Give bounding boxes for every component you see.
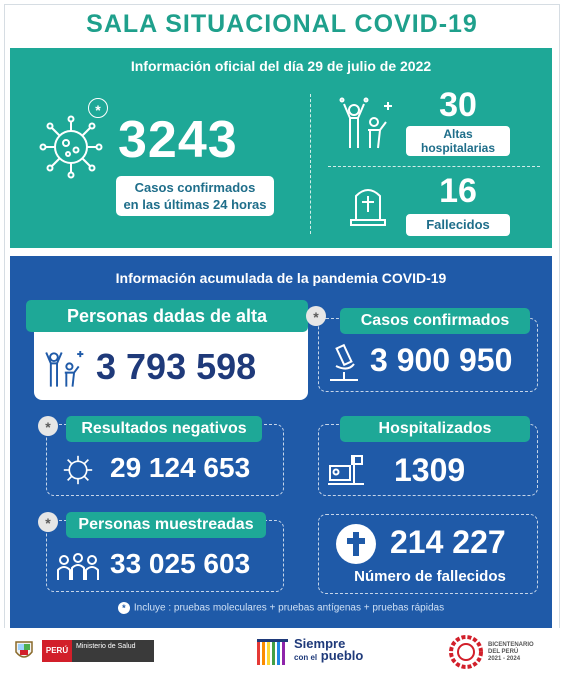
cumulative-subtitle: Información acumulada de la pandemia COVID-19 — [115, 270, 447, 286]
hospitalized-value: 1309 — [394, 452, 466, 488]
peru-flag-logo: PERÚ — [42, 640, 72, 662]
daily-discharges-label-line1: Altas — [443, 127, 473, 141]
family-celebration-icon — [336, 96, 398, 152]
sampled-label: Personas muestreadas — [66, 512, 266, 538]
confirmed-asterisk: * — [306, 306, 326, 326]
daily-vertical-divider — [310, 94, 311, 234]
slogan-text — [294, 638, 363, 664]
microscope-icon — [326, 342, 362, 384]
bicentennial-line2: DEL PERÚ — [488, 649, 519, 655]
footnote-text: Incluye : pruebas moleculares + pruebas antígenas + pruebas rápidas — [133, 602, 445, 614]
family-celebration-icon — [40, 342, 88, 394]
virus-icon — [38, 114, 104, 180]
cumulative-section — [10, 256, 552, 628]
cross-icon — [336, 524, 376, 564]
people-group-icon — [56, 550, 100, 582]
coat-of-arms-icon — [12, 638, 36, 664]
negative-value: 29 124 653 — [110, 452, 251, 483]
discharged-value: 3 793 598 — [96, 346, 257, 387]
bicentennial-logo-icon — [448, 634, 484, 670]
daily-asterisk: * — [88, 98, 108, 118]
slogan-line2: con el — [294, 653, 318, 662]
slogan-logo-icon — [256, 636, 290, 668]
daily-horizontal-divider — [328, 166, 540, 167]
virus-icon — [60, 452, 96, 488]
daily-section — [10, 48, 552, 248]
bicentennial-line3: 2021 - 2024 — [488, 656, 521, 662]
page-title: SALA SITUACIONAL COVID-19 — [86, 10, 478, 38]
discharged-label: Personas dadas de alta — [26, 300, 308, 332]
daily-confirmed-value: 3243 — [118, 111, 238, 169]
bicentennial-line1: BICENTENARIO — [488, 642, 534, 648]
daily-confirmed-label-line2: en las últimas 24 horas — [123, 197, 267, 212]
hospital-bed-icon — [326, 452, 366, 488]
daily-confirmed-label-line1: Casos confirmados — [134, 180, 256, 195]
daily-deaths-label: Fallecidos — [406, 214, 510, 236]
daily-confirmed-label — [116, 176, 274, 216]
slogan-line3: pueblo — [320, 648, 364, 663]
daily-subtitle: Información oficial del día 29 de julio de 2022 — [130, 58, 432, 74]
negative-label: Resultados negativos — [66, 416, 262, 442]
negative-asterisk: * — [38, 416, 58, 436]
daily-discharges-label-line2: hospitalarias — [420, 141, 496, 155]
daily-discharges-label — [406, 126, 510, 156]
bicentennial-text — [488, 642, 534, 663]
daily-deaths-value: 16 — [439, 172, 477, 210]
footnote-asterisk: * — [118, 602, 130, 614]
hospitalized-label: Hospitalizados — [340, 416, 530, 442]
daily-discharges-value: 30 — [439, 86, 477, 124]
footer — [4, 628, 560, 676]
tombstone-icon — [348, 182, 388, 226]
ministry-logo: Ministerio de Salud — [72, 640, 154, 662]
sampled-value: 33 025 603 — [110, 548, 251, 579]
confirmed-value: 3 900 950 — [370, 342, 513, 378]
sampled-asterisk: * — [38, 512, 58, 532]
slogan-line1: Siempre — [294, 636, 346, 651]
confirmed-label: Casos confirmados — [340, 308, 530, 334]
footnote — [10, 602, 552, 614]
deaths-label: Número de fallecidos — [354, 568, 506, 585]
deaths-value: 214 227 — [390, 524, 506, 560]
